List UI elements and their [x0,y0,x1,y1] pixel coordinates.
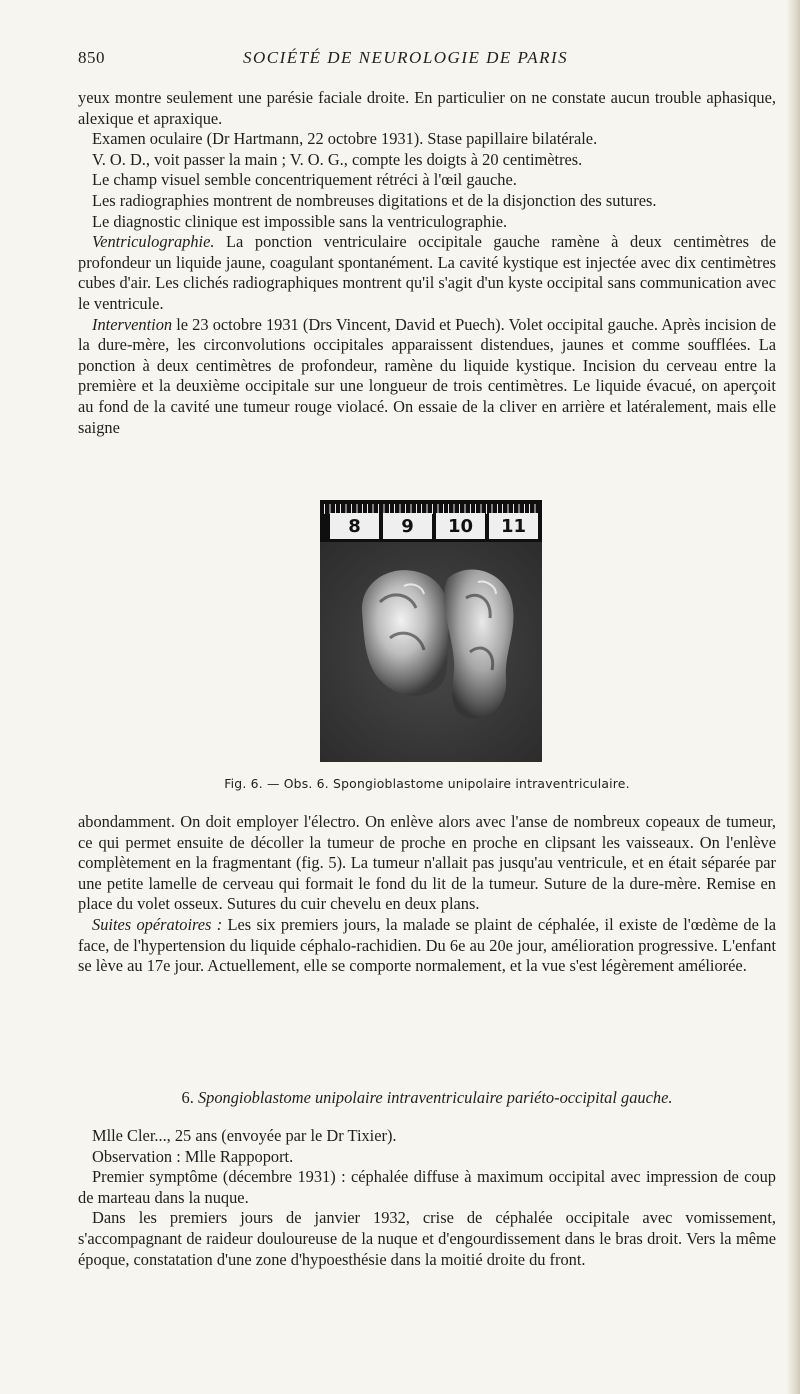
page-number: 850 [78,48,105,67]
paragraph: Observation : Mlle Rappoport. [92,1146,294,1166]
text-block-bottom [78,1126,776,1270]
paragraph: V. O. D., voit passer la main ; V. O. G., compte les doigts à 20 centimètres. [92,149,583,169]
ruler-label: 9 [383,513,432,539]
paragraph: Le diagnostic clinique est impossible sans la ventriculographie. [92,211,508,231]
suites-label: Suites opératoires : [92,914,223,934]
ruler-label: 8 [330,513,379,539]
running-title: SOCIÉTÉ DE NEUROLOGIE DE PARIS [243,48,569,67]
paragraph: Examen oculaire (Dr Hartmann, 22 octobre 1931). Stase papillaire bilatérale. [92,129,598,149]
scale-ruler [320,500,542,542]
paragraph: Premier symptôme (décembre 1931) : céphalée diffuse à maximum occipital avec impression de coup de marteau dans la nuque. [78,1167,776,1207]
paragraph: Les radiographies montrent de nombreuses digitations et de la disjonction des sutures. [92,190,657,210]
tumor-specimen-image [320,542,542,762]
section-title-text: Spongioblastome unipolaire intraventriculaire pariéto-occipital gauche. [197,1088,673,1107]
ruler-label: 10 [436,513,485,539]
page-edge-shadow [786,0,800,1394]
ventriculographie-label: Ventriculographie. [92,232,215,252]
ruler-label: 11 [489,513,538,539]
section-heading [78,1088,776,1108]
paragraph-ventriculographie [78,232,776,314]
paragraph: Mlle Cler..., 25 ans (envoyée par le Dr Tixier). [92,1126,397,1145]
paragraph: Le champ visuel semble concentriquement rétréci à l'œil gauche. [92,170,517,190]
suites-text: Les six premiers jours, la malade se plaint de céphalée, il existe de l'œdème de la face, de l'hypertension du liquide céphalo-rachidien. Du 6e au 20e jour, amélioration progressive. L'enfant se lève au 17e jour. Actuellement, elle se comporte normalement, et la vue s'est légèrement améliorée. [78,914,776,976]
ventriculographie-text: La ponction ventriculaire occipitale gauche ramène à deux centimètres de profondeur un liquide jaune, coagulant spontanément. La cavité kystique est injectée avec dix centimètres cubes d'air. Les clichés radiographiques montrent qu'il s'agit d'un kyste occipital sans communication avec le ventricule. [78,232,776,313]
page-header [78,48,778,72]
intervention-text: le 23 octobre 1931 (Drs Vincent, David et Puech). Volet occipital gauche. Après incision de la dure-mère, les circonvolutions occipitales apparaissent distendues, jaunes et comme soufflées. La ponction à deux centimètres de profondeur, ramène du liquide kystique. Incision du cerveau entre la première et la deuxième occipitale sur une longueur de trois centimètres. Le liquide évacué, on aperçoit au fond de la cavité une tumeur rouge violacé. On essaie de la cliver en arrière et latéralement, mais elle saigne [78,314,776,437]
figure-caption: Fig. 6. — Obs. 6. Spongioblastome unipolaire intraventriculaire. [224,776,630,791]
paragraph-intervention [78,315,776,439]
intervention-label: Intervention [92,314,173,334]
paragraph: yeux montre seulement une parésie faciale droite. En particulier on ne constate aucun trouble aphasique, alexique et apraxique. [78,88,776,128]
paragraph: Dans les premiers jours de janvier 1932, crise de céphalée occipitale avec vomissement, s'accompagnant de raideur douloureuse de la nuque et d'engourdissement dans le bras droit. Vers la même époque, constatation d'une zone d'hypoesthésie dans la moitié droite du front. [78,1208,776,1269]
paragraph: abondamment. On doit employer l'électro. On enlève alors avec l'anse de nombreux copeaux de tumeur, ce qui permet ensuite de décoller la tumeur de proche en proche en clipsant les vaisseaux. On l'enlève complètement en la fragmentant (fig. 5). La tumeur n'allait pas jusqu'au ventricule, et en était séparée par une petite lamelle de cerveau qui formait le fond du lit de la tumeur. Suture de la dure-mère. Remise en place du volet osseux. Sutures du cuir chevelu en deux plans. [78,812,776,914]
figure-tumor-photo [320,500,542,762]
text-block-top [78,88,776,438]
text-block-middle [78,812,776,977]
paragraph-suites [78,915,776,977]
section-number: 6. [181,1088,194,1107]
